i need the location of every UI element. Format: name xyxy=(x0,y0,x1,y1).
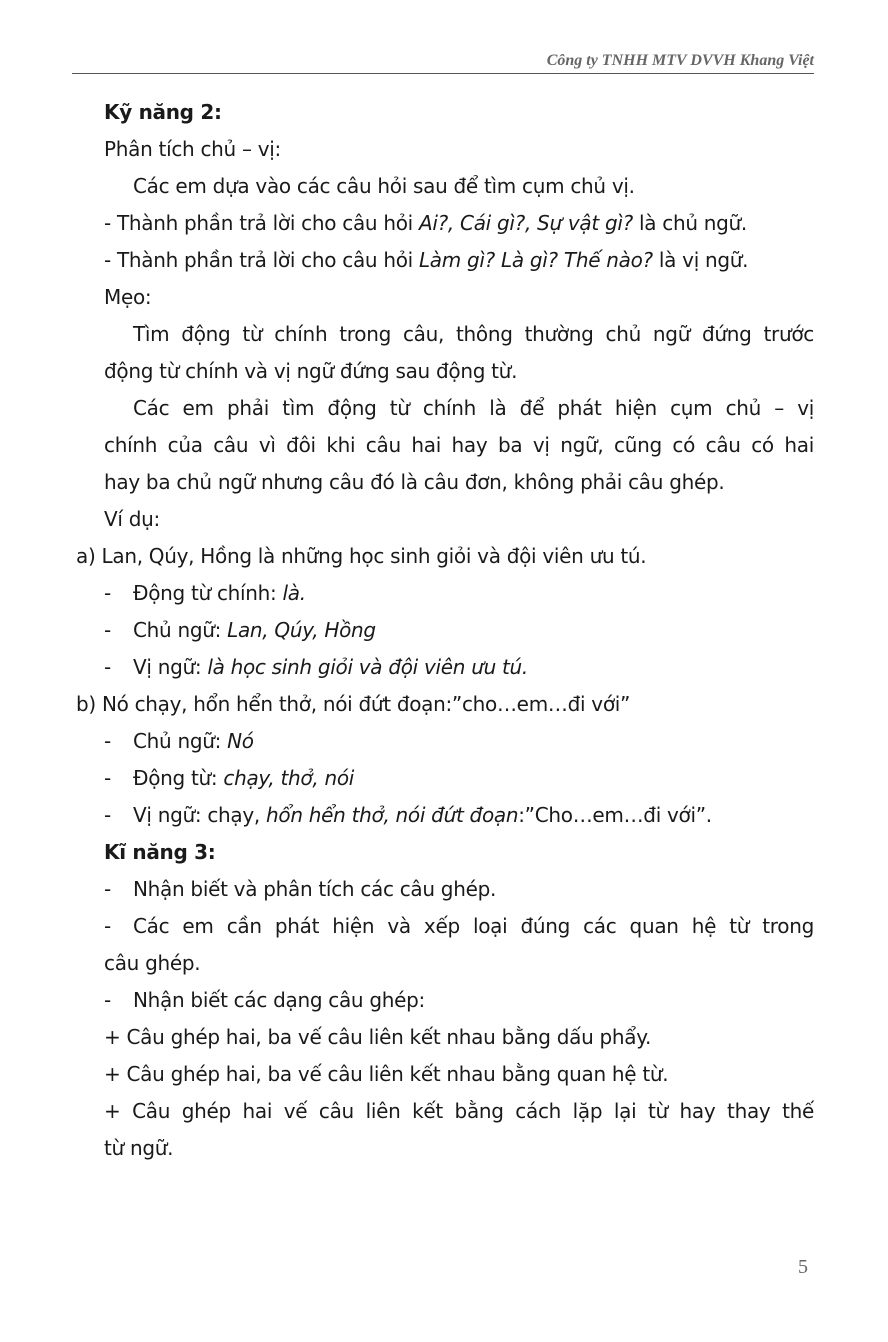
skill3-item2-line2: câu ghép. xyxy=(104,951,201,975)
example-b-subject-value: Nó xyxy=(227,729,254,753)
subject-question-prefix: - Thành phần trả lời cho câu hỏi xyxy=(104,211,419,235)
page-body xyxy=(76,94,814,1167)
example-b-subject-label: Chủ ngữ: xyxy=(133,729,228,753)
example-b: b) Nó chạy, hổn hển thở, nói đứt đoạn:”cho…em…đi với” xyxy=(76,692,631,716)
skill3-item3-text: Nhận biết các dạng câu ghép: xyxy=(133,988,425,1012)
skill2-subtitle: Phân tích chủ – vị: xyxy=(104,137,281,161)
skill3-heading: Kĩ năng 3: xyxy=(104,840,216,864)
predicate-question-words: Làm gì? Là gì? Thế nào? xyxy=(418,248,653,272)
example-b-verb xyxy=(104,760,814,797)
skill3-item2-line1 xyxy=(104,908,814,945)
example-b-predicate-label: Vị ngữ: chạy, xyxy=(133,803,267,827)
example-a-verb-label: Động từ chính: xyxy=(133,581,283,605)
tip-heading: Mẹo: xyxy=(104,285,152,309)
example-a-subject xyxy=(104,612,814,649)
subject-question-words: Ai?, Cái gì?, Sự vật gì? xyxy=(418,211,633,235)
example-b-predicate xyxy=(104,797,814,834)
header-rule xyxy=(72,73,814,74)
list-dash: - xyxy=(104,618,111,642)
example-heading: Ví dụ: xyxy=(104,507,160,531)
list-dash: - xyxy=(104,803,111,827)
example-a-predicate xyxy=(104,649,814,686)
skill2-heading: Kỹ năng 2: xyxy=(104,100,222,124)
list-dash: - xyxy=(104,914,111,938)
example-a-verb-value: là. xyxy=(282,581,306,605)
list-dash: - xyxy=(104,655,111,679)
skill3-item1 xyxy=(104,871,814,908)
tip1-line1: Tìm động từ chính trong câu, thông thường chủ ngữ đứng trước xyxy=(133,322,814,346)
compound-type-2: + Câu ghép hai, ba vế câu liên kết nhau bằng quan hệ từ. xyxy=(104,1062,669,1086)
example-a-verb xyxy=(104,575,814,612)
example-b-subject xyxy=(104,723,814,760)
page-number: 5 xyxy=(798,1256,808,1278)
tip2-line2: chính của câu vì đôi khi câu hai hay ba vị ngữ, cũng có câu có hai xyxy=(104,433,814,457)
list-dash: - xyxy=(104,877,111,901)
compound-type-3-line2: từ ngữ. xyxy=(104,1136,174,1160)
subject-question-line xyxy=(104,205,814,242)
example-a-subject-label: Chủ ngữ: xyxy=(133,618,228,642)
example-b-predicate-quote: :”Cho…em…đi với”. xyxy=(518,803,712,827)
predicate-question-prefix: - Thành phần trả lời cho câu hỏi xyxy=(104,248,419,272)
list-dash: - xyxy=(104,766,111,790)
tip2-line3: hay ba chủ ngữ nhưng câu đó là câu đơn, không phải câu ghép. xyxy=(104,470,725,494)
predicate-question-suffix: là vị ngữ. xyxy=(652,248,749,272)
example-a-predicate-value: là học sinh giỏi và đội viên ưu tú. xyxy=(207,655,528,679)
example-a-subject-value: Lan, Qúy, Hồng xyxy=(227,618,376,642)
predicate-question-line xyxy=(104,242,814,279)
example-a-predicate-label: Vị ngữ: xyxy=(133,655,208,679)
skill3-item2-text: Các em cần phát hiện và xếp loại đúng các quan hệ từ trong xyxy=(133,914,814,938)
list-dash: - xyxy=(104,988,111,1012)
list-dash: - xyxy=(104,581,111,605)
tip1-line2: động từ chính và vị ngữ đứng sau động từ. xyxy=(104,359,518,383)
skill2-intro: Các em dựa vào các câu hỏi sau để tìm cụm chủ vị. xyxy=(133,174,635,198)
list-dash: - xyxy=(104,729,111,753)
skill3-item3 xyxy=(104,982,814,1019)
tip2-line1: Các em phải tìm động từ chính là để phát hiện cụm chủ – vị xyxy=(133,396,814,420)
example-b-verb-value: chạy, thở, nói xyxy=(223,766,355,790)
running-header: Công ty TNHH MTV DVVH Khang Việt xyxy=(546,52,814,69)
subject-question-suffix: là chủ ngữ. xyxy=(632,211,747,235)
compound-type-3-line1: + Câu ghép hai vế câu liên kết bằng cách lặp lại từ hay thay thế xyxy=(104,1099,814,1123)
skill3-item1-text: Nhận biết và phân tích các câu ghép. xyxy=(133,877,497,901)
example-b-verb-label: Động từ: xyxy=(133,766,224,790)
compound-type-1: + Câu ghép hai, ba vế câu liên kết nhau bằng dấu phẩy. xyxy=(104,1025,652,1049)
example-b-predicate-value: hổn hển thở, nói đứt đoạn xyxy=(266,803,519,827)
example-a: a) Lan, Qúy, Hồng là những học sinh giỏi và đội viên ưu tú. xyxy=(76,544,647,568)
